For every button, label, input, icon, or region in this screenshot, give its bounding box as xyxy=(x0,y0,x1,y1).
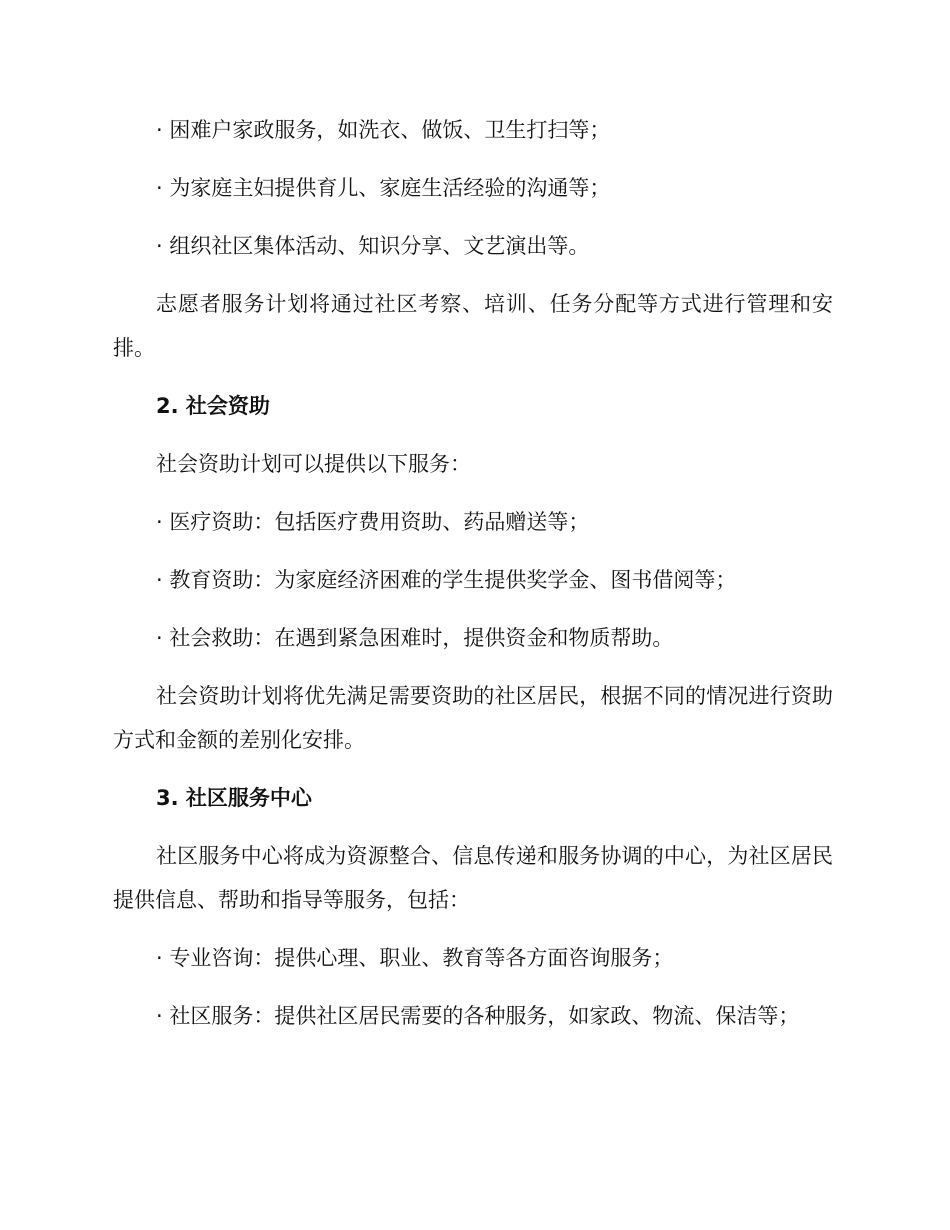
social-aid-paragraph: 社会资助计划将优先满足需要资助的社区居民，根据不同的情况进行资助方式和金额的差别化安排。 xyxy=(113,684,833,752)
heading-service-center: 3. 社区服务中心 xyxy=(156,786,312,810)
bullet-education-aid: · 教育资助：为家庭经济困难的学生提供奖学金、图书借阅等； xyxy=(156,568,737,592)
bullet-housekeeping: · 困难户家政服务，如洗衣、做饭、卫生打扫等； xyxy=(156,118,611,142)
service-center-paragraph: 社区服务中心将成为资源整合、信息传递和服务协调的中心，为社区居民提供信息、帮助和指导等服务，包括： xyxy=(113,844,833,912)
document-page xyxy=(113,108,833,1052)
volunteer-paragraph: 志愿者服务计划将通过社区考察、培训、任务分配等方式进行管理和安排。 xyxy=(113,292,833,360)
bullet-social-relief: · 社会救助：在遇到紧急困难时，提供资金和物质帮助。 xyxy=(156,626,674,650)
bullet-community-services: · 社区服务：提供社区居民需要的各种服务，如家政、物流、保洁等； xyxy=(156,1004,800,1028)
heading-social-aid: 2. 社会资助 xyxy=(156,394,270,418)
bullet-consulting: · 专业咨询：提供心理、职业、教育等各方面咨询服务； xyxy=(156,946,674,970)
bullet-activities: · 组织社区集体活动、知识分享、文艺演出等。 xyxy=(156,234,590,258)
bullet-parenting: · 为家庭主妇提供育儿、家庭生活经验的沟通等； xyxy=(156,176,611,200)
bullet-medical-aid: · 医疗资助：包括医疗费用资助、药品赠送等； xyxy=(156,510,590,534)
social-aid-intro: 社会资助计划可以提供以下服务： xyxy=(156,452,471,476)
